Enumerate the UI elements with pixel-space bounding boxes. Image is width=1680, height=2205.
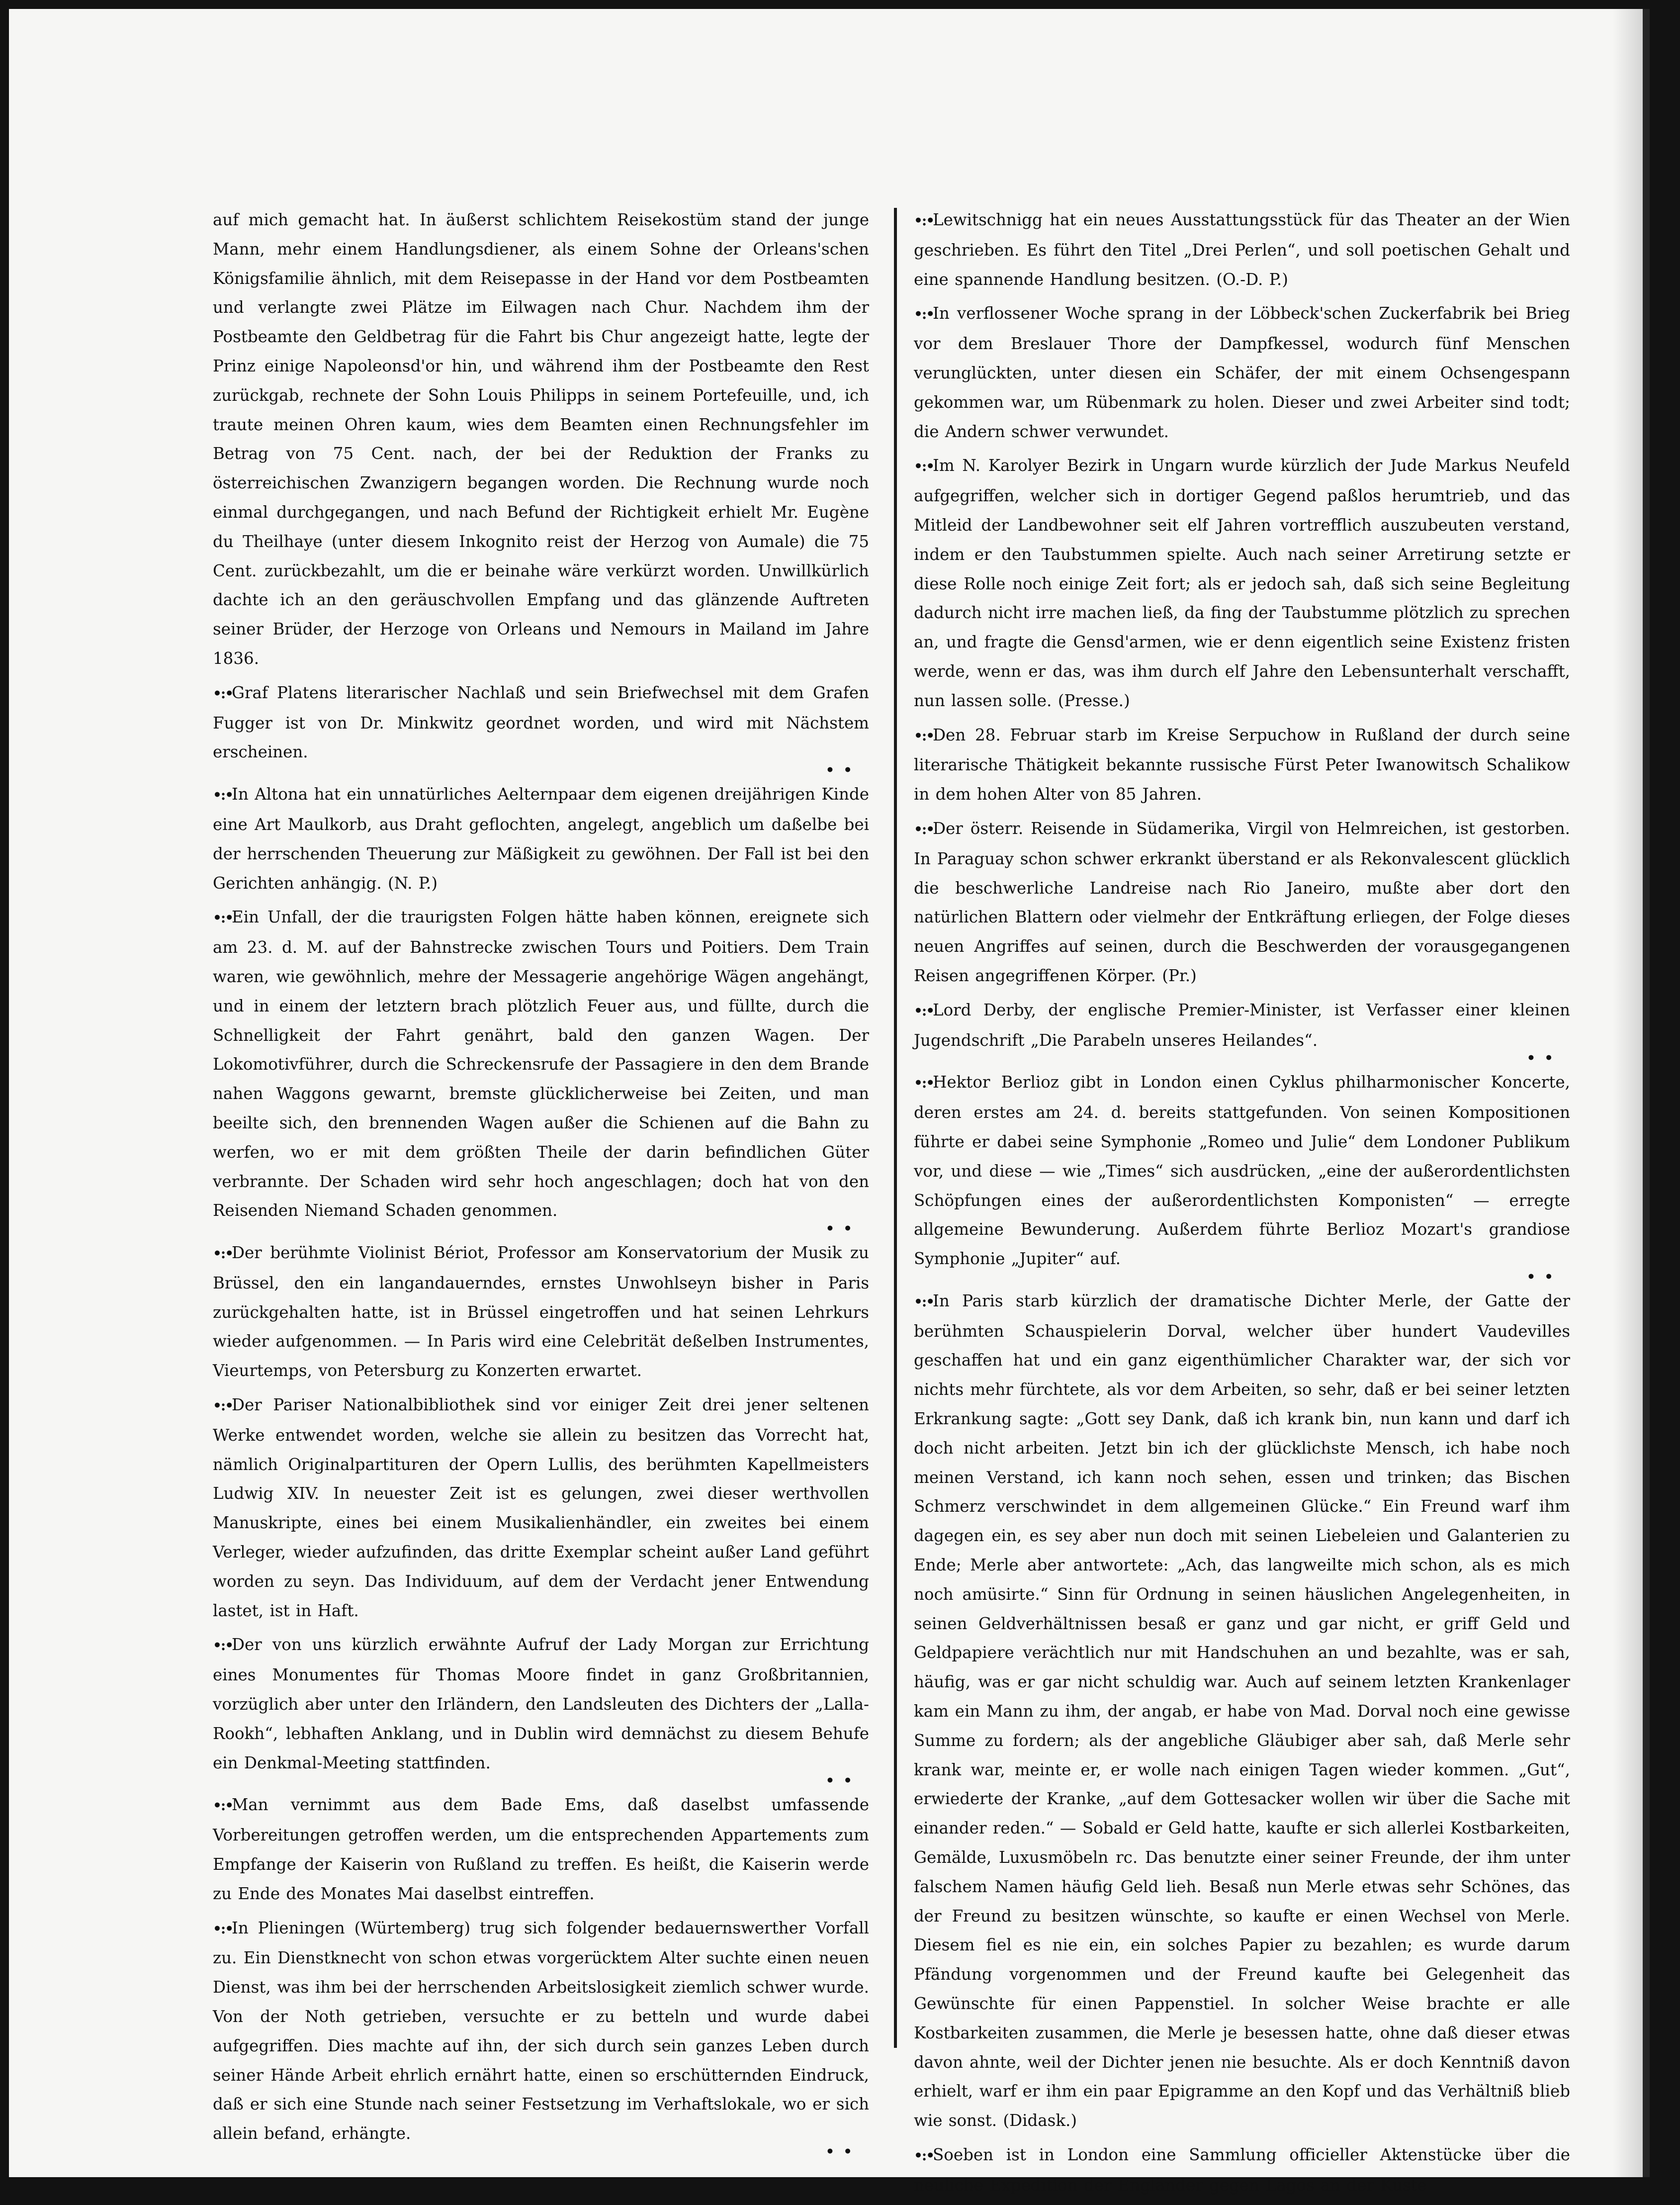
separator-mark: •:• bbox=[914, 1293, 934, 1310]
column-divider bbox=[894, 208, 897, 2048]
end-mark: • • bbox=[1526, 1268, 1555, 1285]
article-nationalbibliothek: •:•Der Pariser Nationalbibliothek sind vor einiger Zeit drei jener seltenen Werke entwendet worden, welche sie allein zu besitzen das Vorrecht hat, nämlich Originalpartituren der Opern Lullis, des berühmten Kapellmeisters Ludwig XIV. In neuester Zeit ist es gelungen, zwei dieser werthvollen Manuskripte, eines bei einem Musikalienhändler, ein zweites bei einem Verleger, wieder aufzufinden, das dritte Exemplar scheint außer Land geführt worden zu seyn. Das Individuum, auf dem der Verdacht jener Entwendung lastet, ist in Haft. bbox=[213, 1390, 869, 1625]
separator-mark: •:• bbox=[914, 306, 934, 323]
separator-mark: •:• bbox=[914, 821, 934, 837]
separator-mark: •:• bbox=[914, 727, 934, 744]
separator-mark: •:• bbox=[213, 685, 233, 702]
article-plieningen: •:•In Plieningen (Würtemberg) trug sich folgender bedauernswerther Vorfall zu. Ein Dienstknecht von schon etwas vorgerücktem Alter suchte einen neuen Dienst, was ihm bei der herrschenden Arbeitslosigkeit ziemlich schwer wurde. Von der Noth getrieben, versuchte er zu betteln und wurde dabei aufgegriffen. Dies machte auf ihn, der sich durch sein ganzes Leben durch seiner Hände Arbeit ehrlich ernährt hatte, einen so erschütternden Eindruck, daß er sich eine Stunde nach seiner Festsetzung im Verhaftslokale, wo er sich allein befand, erhängte. bbox=[213, 1914, 869, 2148]
article-platen: •:•Graf Platens literarischer Nachlaß und sein Briefwechsel mit dem Grafen Fugger ist von Dr. Minkwitz geordnet worden, und wird mit Nächstem erscheinen. bbox=[213, 678, 869, 767]
newspaper-page bbox=[9, 9, 1650, 2195]
separator-mark: •:• bbox=[213, 1920, 233, 1937]
article-lewitschnigg: •:•Lewitschnigg hat ein neues Ausstattungsstück für das Theater an der Wien geschrieben. Es führt den Titel „Drei Perlen“, und soll poetischen Gehalt und eine spannende Handlung besitzen. (O.-D. P.) bbox=[914, 205, 1570, 294]
article-brieg: •:•In verflossener Woche sprang in der Löbbeck'schen Zuckerfabrik bei Brieg vor dem Breslauer Thore der Dampfkessel, wodurch fünf Menschen verunglückten, unter diesen ein Schäfer, der mit einem Ochsengespann gekommen war, um Rübenmark zu holen. Dieser und zwei Arbeiter sind todt; die Andern schwer verwundet. bbox=[914, 299, 1570, 446]
separator-mark: •:• bbox=[213, 910, 233, 926]
article-helmreichen: •:•Der österr. Reisende in Südamerika, Virgil von Helmreichen, ist gestorben. In Paraguay schon schwer erkrankt überstand er als Rekonvalescent glücklich die beschwerliche Landreise nach Rio Janeiro, mußte aber dort den natürlichen Blattern oder vielmehr der Entkräftung erliegen, der Folge dieses neuen Angriffes auf seinen, durch die Beschwerden der vorausgegangenen Reisen angegriffenen Körper. (Pr.) bbox=[914, 814, 1570, 991]
article-aumale: auf mich gemacht hat. In äußerst schlichtem Reisekostüm stand der junge Mann, mehr einem Handlungsdiener, als einem Sohne der Orleans'schen Königsfamilie ähnlich, mit dem Reisepasse in der Hand vor dem Postbeamten und verlangte zwei Plätze im Eilwagen nach Chur. Nachdem ihm der Postbeamte den Geldbetrag für die Fahrt bis Chur angezeigt hatte, legte der Prinz einige Napoleonsd'or hin, und während ihm der Postbeamte den Rest zurückgab, rechnete der Sohn Louis Philipps in seinem Portefeuille, und, ich traute meinen Ohren kaum, wies dem Beamten einen Rechnungsfehler im Betrag von 75 Cent. nach, der bei der Reduktion der Franks zu österreichischen Zwanzigern begangen worden. Die Rechnung wurde noch einmal durchgegangen, und nach Befund der Richtigkeit erhielt Mr. Eugène du Theilhaye (unter diesem Inkognito reist der Herzog von Aumale) die 75 Cent. zurückbezahlt, um die er beinahe wäre verkürzt worden. Unwillkürlich dachte ich an den geräuschvollen Empfang und das glänzende Auftreten seiner Brüder, der Herzoge von Orleans und Nemours in Mailand im Jahre 1836. bbox=[213, 210, 869, 668]
end-mark: • • bbox=[1526, 1050, 1555, 1067]
article-train-fire: •:•Ein Unfall, der die traurigsten Folgen hätte haben können, ereignete sich am 23. d. M. auf der Bahnstrecke zwischen Tours und Poitiers. Dem Train waren, wie gewöhnlich, mehre der Messagerie angehörige Wägen angehängt, und in einem der letztern brach plötzlich Feuer aus, und füllte, durch die Schnelligkeit der Fahrt genährt, bald den ganzen Wagen. Der Lokomotivführer, durch die Schreckensrufe der Passagiere in den dem Brande nahen Waggons gewarnt, bremste glücklicherweise bei Zeiten, und man beeilte sich, den brennenden Wagen außer die Schienen auf die Bahn zu werfen, wo er mit dem größten Theile der darin befindlichen Güter verbrannte. Der Schaden wird sehr hoch angeschlagen; doch hat von den Reisenden Niemand Schaden genommen. bbox=[213, 903, 869, 1225]
article-schalikow: •:•Den 28. Februar starb im Kreise Serpuchow in Rußland der durch seine literarische Thätigkeit bekannte russische Fürst Peter Iwanowitsch Schalikow in dem hohen Alter von 85 Jahren. bbox=[914, 721, 1570, 809]
article-ems: •:•Man vernimmt aus dem Bade Ems, daß daselbst umfassende Vorbereitungen getroffen werden, um die entsprechenden Appartements zum Empfange der Kaiserin von Rußland zu treffen. Es heißt, die Kaiserin werde zu Ende des Monates Mai daselbst eintreffen. bbox=[213, 1790, 869, 1908]
article-altona: •:•In Altona hat ein unnatürliches Aelternpaar dem eigenen dreijährigen Kinde eine Art Maulkorb, aus Draht geflochten, angelegt, angeblich um daßelbe bei der herrschenden Theuerung zur Mäßigkeit zu gewöhnen. Der Fall ist bei den Gerichten anhängig. (N. P.) bbox=[213, 780, 869, 898]
article-berlioz: •:•Hektor Berlioz gibt in London einen Cyklus philharmonischer Koncerte, deren erstes am 24. d. bereits stattgefunden. Von seinen Kompositionen führte er dabei seine Symphonie „Romeo und Julie“ dem Londoner Publikum vor, und diese — wie „Times“ sich ausdrücken, „eine der außerordentlichsten Schöpfungen eines der außerordentlichsten Komponisten“ — erregte allgemeine Bewunderung. Außerdem führte Berlioz Mozart's grandiose Symphonie „Jupiter“ auf. bbox=[914, 1068, 1570, 1274]
separator-mark: •:• bbox=[213, 787, 233, 804]
separator-mark: •:• bbox=[914, 212, 934, 229]
end-mark: • • bbox=[825, 2143, 854, 2160]
article-moore-monument: •:•Der von uns kürzlich erwähnte Aufruf der Lady Morgan zur Errichtung eines Monumentes für Thomas Moore findet in ganz Großbritannien, vorzüglich aber unter den Irländern, den Landsleuten des Dichters der „Lalla-Rookh“, lebhaften Anklang, und in Dublin wird demnächst zu diesem Behufe ein Denkmal-Meeting stattfinden. bbox=[213, 1630, 869, 1777]
end-mark: • • bbox=[825, 1220, 854, 1237]
right-column bbox=[914, 205, 1570, 2205]
end-mark: • • bbox=[825, 762, 854, 779]
separator-mark: •:• bbox=[914, 458, 934, 475]
separator-mark: •:• bbox=[213, 1637, 233, 1654]
article-beriot: •:•Der berühmte Violinist Bériot, Professor am Konservatorium der Musik zu Brüssel, den ein langandauerndes, ernstes Unwohlseyn bisher in Paris zurückgehalten hatte, ist in Brüssel eingetroffen und hat seinen Lehrkurs wieder aufgenommen. — In Paris wird eine Celebrität deßelben Instrumentes, Vieurtemps, von Petersburg zu Konzerten erwartet. bbox=[213, 1238, 869, 1385]
separator-mark: •:• bbox=[914, 1002, 934, 1019]
article-merle: •:•In Paris starb kürzlich der dramatische Dichter Merle, der Gatte der berühmten Schauspielerin Dorval, welcher über hundert Vaudevilles geschaffen hat und ein ganz eigenthümlicher Charakter war, der sich vor nichts mehr fürchtete, als vor dem Arbeiten, so sehr, daß er bei seiner letzten Erkrankung sagte: „Gott sey Dank, daß ich krank bin, nun kann und darf ich doch nicht arbeiten. Jetzt bin ich der glücklichste Mensch, ich habe noch meinen Verstand, ich kann noch sehen, essen und trinken; das Bischen Schmerz verschwindet in dem allgemeinen Glücke.“ Ein Freund warf ihm dagegen ein, es sey aber nun doch mit seinen Liebeleien und Galanterien zu Ende; Merle aber antwortete: „Ach, das langweilte mich schon, als es mich noch amüsirte.“ Sinn für Ordnung in seinen häuslichen Angelegenheiten, in seinen Geldverhältnissen besaß er ganz und gar nicht, er griff Geld und Geldpapiere verächtlich nur mit Handschuhen an und bezahlte, was er sah, häufig, was er gar nicht schuldig war. Auch auf seinem letzten Krankenlager kam ein Mann zu ihm, der angab, er habe von Mad. Dorval noch eine gewisse Summe zu fordern; als der angebliche Gläubiger aber sah, daß Merle sehr krank war, meinte er, er wolle nach einigen Tagen wieder kommen. „Gut“, erwiederte der Kranke, „auf dem Gottesacker wollen wir über die Sache mit einander reden.“ — Sobald er Geld hatte, kaufte er sich allerlei Kostbarkeiten, Gemälde, Luxusmöbeln rc. Das benutzte einer seiner Freunde, der ihm unter falschem Namen häufig Geld lieh. Besaß nun Merle etwas sehr Schönes, das der Freund zu besitzen wünschte, so kaufte er einen Wechsel von Merle. Diesem fiel es nie ein, ein solches Papier zu bezahlen; es wurde darum Pfändung vorgenommen und der Freund kaufte bei Gelegenheit das Gewünschte für einen Pappenstiel. In solcher Weise brachte er alle Kostbarkeiten zusammen, die Merle je besessen hatte, ohne daß dieser etwas davon ahnte, weil der Dichter jenen nie besuchte. Als er doch Kenntniß davon erhielt, warf er ihm ein paar Epigramme an den Kopf und das Verhältniß blieb wie sonst. (Didask.) bbox=[914, 1286, 1570, 2135]
separator-mark: •:• bbox=[213, 1397, 233, 1414]
article-neufeld: •:•Im N. Karolyer Bezirk in Ungarn wurde kürzlich der Jude Markus Neufeld aufgegriffen, welcher sich in dortiger Gegend paßlos herumtrieb, und das Mitleid der Landbewohner seit elf Jahren vortrefflich auszubeuten verstand, indem er den Taubstummen spielte. Auch nach seiner Arretirung setzte er diese Rolle noch einige Zeit fort; als er jedoch sah, daß sich seine Begleitung dadurch nicht irre machen ließ, da fing der Taubstumme plötzlich zu sprechen an, und fragte die Gensd'armen, wie er denn eigentlich seine Existenz fristen werde, wenn er das, was ihm durch elf Jahre den Lebensunterhalt verschafft, nun lassen solle. (Presse.) bbox=[914, 451, 1570, 715]
article-lagos: •:•Soeben ist in London eine Sammlung officieller Aktenstücke über die neuliche Expedition der Engländer gegen Lagos an der Küste bbox=[914, 2140, 1570, 2200]
article-derby: •:•Lord Derby, der englische Premier-Minister, ist Verfasser einer kleinen Jugendschrift „Die Parabeln unseres Heilandes“. bbox=[914, 996, 1570, 1055]
end-mark: • • bbox=[825, 1772, 854, 1789]
left-column bbox=[213, 205, 869, 2161]
separator-mark: •:• bbox=[213, 1245, 233, 1262]
separator-mark: •:• bbox=[914, 1075, 934, 1092]
separator-mark: •:• bbox=[213, 1797, 233, 1814]
separator-mark: •:• bbox=[914, 2147, 934, 2164]
